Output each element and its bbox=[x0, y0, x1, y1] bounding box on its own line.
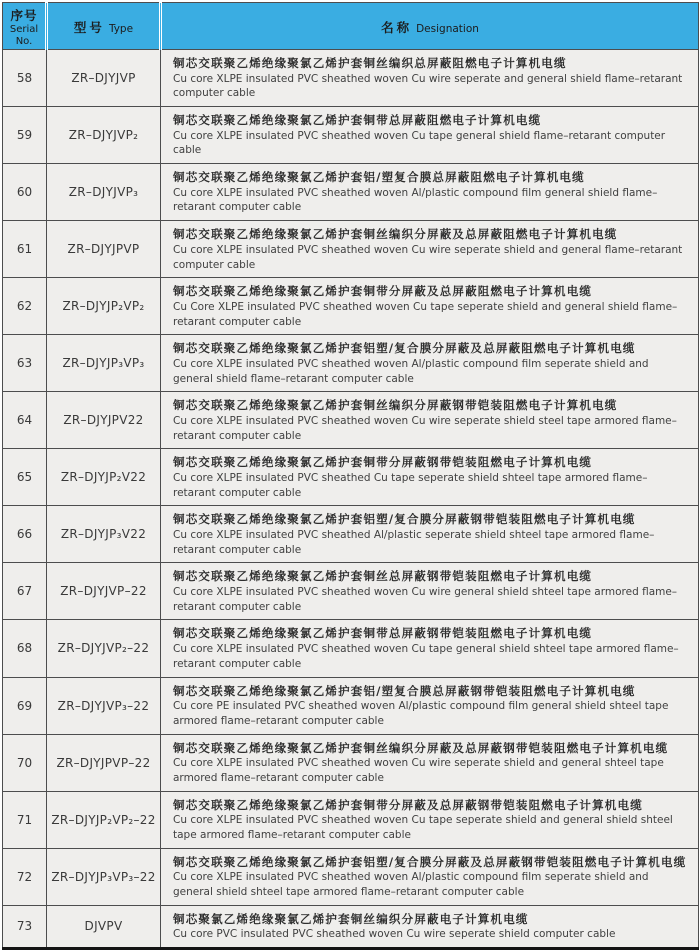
type-code-cell: ZR–DJYJVP₃–22 bbox=[47, 677, 161, 734]
designation-cn-text: 铜芯交联聚乙烯绝缘聚氯乙烯护套铜丝编织分屏蔽钢带铠装阻燃电子计算机电缆 bbox=[173, 398, 618, 413]
table-header bbox=[3, 3, 699, 50]
designation-en-text: Cu core XLPE insulated PVC sheathed woven Cu tape general shield shteel tape armored flame–retarant computer cable bbox=[173, 643, 679, 670]
type-code-cell: ZR–DJYJVP₃ bbox=[47, 164, 161, 221]
header-type bbox=[47, 3, 161, 50]
table-row bbox=[3, 791, 699, 848]
type-code-cell: ZR–DJYJVP bbox=[47, 50, 161, 107]
designation-cn-text: 铜芯交联聚乙烯绝缘聚氯乙烯护套铜丝编织分屏蔽及总屏蔽钢带铠装阻燃电子计算机电缆 bbox=[173, 740, 669, 755]
designation-en-text: Cu core XLPE insulated PVC sheathed woven Cu wire seperate and general shield flame–retarant computer cable bbox=[173, 72, 683, 100]
type-code-cell: DJVPV bbox=[47, 905, 161, 948]
designation-cn-text: 铜芯聚氯乙烯绝缘聚氯乙烯护套铜丝编织分屏蔽电子计算机电缆 bbox=[173, 911, 529, 926]
type-code-cell: ZR–DJYJPVP bbox=[47, 221, 161, 278]
header-type-en: Type bbox=[108, 22, 134, 35]
header-serial-en2: No. bbox=[15, 35, 33, 47]
type-code-cell: ZR–DJYJP₂V22 bbox=[47, 449, 161, 506]
table-body bbox=[3, 50, 699, 949]
header-designation-cn: 名称 bbox=[381, 19, 413, 35]
designation-cn-text: 铜芯交联聚乙烯绝缘聚氯乙烯护套铜带总屏蔽钢带铠装阻燃电子计算机电缆 bbox=[173, 626, 593, 641]
designation-en-text: Cu core XLPE insulated PVC sheathed woven Al/plastic compound film seperate shield and general shield flame–retarant computer cable bbox=[173, 357, 649, 385]
type-code-cell: ZR–DJYJP₃V22 bbox=[47, 506, 161, 563]
serial-cell: 59 bbox=[3, 107, 47, 164]
designation-en-text: Cu core XLPE insulated PVC sheathed woven Cu wire seperate shield and general flame–retarant computer cable bbox=[173, 243, 683, 271]
serial-cell: 64 bbox=[3, 392, 47, 449]
serial-cell: 70 bbox=[3, 734, 47, 791]
table-row bbox=[3, 449, 699, 506]
designation-en-text: Cu core XLPE insulated PVC sheathed Al/plastic seperate shield shteel tape armored flame–retarant computer cable bbox=[173, 529, 655, 556]
header-type-cn: 型号 bbox=[73, 19, 105, 35]
designation-cn-text: 铜芯交联聚乙烯绝缘聚氯乙烯护套铜带分屏蔽及总屏蔽钢带铠装阻燃电子计算机电缆 bbox=[173, 797, 643, 812]
designation-cn-text: 铜芯交联聚乙烯绝缘聚氯乙烯护套铜丝编织分屏蔽及总屏蔽阻燃电子计算机电缆 bbox=[173, 227, 618, 242]
designation-cell bbox=[161, 164, 699, 221]
designation-en-text: Cu core XLPE insulated PVC sheathed woven Cu tape seperate shield and general shield shteel tape armored flame–retarant computer cable bbox=[173, 814, 673, 841]
table-row bbox=[3, 50, 699, 107]
designation-cell bbox=[161, 335, 699, 392]
designation-cell bbox=[161, 221, 699, 278]
designation-cell bbox=[161, 791, 699, 848]
designation-cell bbox=[161, 278, 699, 335]
type-code-cell: ZR–DJYJP₂VP₂–22 bbox=[47, 791, 161, 848]
table-row bbox=[3, 905, 699, 948]
header-serial bbox=[3, 3, 47, 50]
table-row bbox=[3, 677, 699, 734]
designation-cell bbox=[161, 107, 699, 164]
designation-cn-text: 铜芯交联聚乙烯绝缘聚氯乙烯护套铝塑/复合膜分屏蔽钢带铠装阻燃电子计算机电缆 bbox=[173, 512, 636, 527]
type-code-cell: ZR–DJYJVP₂ bbox=[47, 107, 161, 164]
designation-cn-text: 铜芯交联聚乙烯绝缘聚氯乙烯护套铝/塑复合膜总屏蔽阻燃电子计算机电缆 bbox=[173, 170, 585, 185]
header-row bbox=[3, 3, 699, 50]
table-row bbox=[3, 164, 699, 221]
table-row bbox=[3, 107, 699, 164]
designation-cn-text: 铜芯交联聚乙烯绝缘聚氯乙烯护套铜带分屏蔽及总屏蔽阻燃电子计算机电缆 bbox=[173, 284, 593, 299]
serial-cell: 58 bbox=[3, 50, 47, 107]
designation-cell bbox=[161, 677, 699, 734]
designation-en-text: Cu core XLPE insulated PVC sheathed woven Al/plastic compound film general shield flame–retarant computer cable bbox=[173, 186, 658, 214]
designation-en-text: Cu core XLPE insulated PVC sheathed woven Cu wire general shield shteel tape armored flame–retarant computer cable bbox=[173, 586, 678, 613]
serial-cell: 60 bbox=[3, 164, 47, 221]
designation-en-text: Cu core PVC insulated PVC sheathed woven Cu wire seperate shield computer cable bbox=[173, 928, 616, 941]
serial-cell: 72 bbox=[3, 848, 47, 905]
designation-cell bbox=[161, 563, 699, 620]
designation-en-text: Cu core XLPE insulated PVC sheathed woven Cu wire seperate shield and general shteel tape armored flame–retarant computer cable bbox=[173, 757, 664, 784]
designation-en-text: Cu core XLPE insulated PVC sheathed Cu tape seperate shield shteel tape armored flame–retarant computer cable bbox=[173, 472, 648, 499]
serial-cell: 62 bbox=[3, 278, 47, 335]
designation-cell bbox=[161, 734, 699, 791]
table-row bbox=[3, 506, 699, 563]
designation-cell bbox=[161, 50, 699, 107]
header-serial-en1: Serial bbox=[9, 24, 39, 35]
table-row bbox=[3, 620, 699, 677]
header-serial-cn: 序号 bbox=[10, 8, 38, 23]
designation-cn-text: 铜芯交联聚乙烯绝缘聚氯乙烯护套铜带分屏蔽钢带铠装阻燃电子计算机电缆 bbox=[173, 455, 593, 470]
serial-cell: 61 bbox=[3, 221, 47, 278]
type-code-cell: ZR–DJYJP₂VP₂ bbox=[47, 278, 161, 335]
table-row bbox=[3, 221, 699, 278]
table-row bbox=[3, 335, 699, 392]
type-code-cell: ZR–DJYJVP–22 bbox=[47, 563, 161, 620]
serial-cell: 63 bbox=[3, 335, 47, 392]
designation-cell bbox=[161, 392, 699, 449]
designation-cell bbox=[161, 506, 699, 563]
designation-en-text: Cu core XLPE insulated PVC sheathed woven Cu tape general shield flame–retarant computer cable bbox=[173, 129, 666, 157]
serial-cell: 69 bbox=[3, 677, 47, 734]
designation-cn-text: 铜芯交联聚乙烯绝缘聚氯乙烯护套铜带总屏蔽阻燃电子计算机电缆 bbox=[173, 113, 542, 128]
designation-en-text: Cu core XLPE insulated PVC sheathed woven Al/plastic compound film seperate shield and general shield shteel tape armored flame–retarant computer cable bbox=[173, 871, 649, 899]
designation-en-text: Cu Core XLPE insulated PVC sheathed woven Cu tape seperate shield and general shield flame–retarant computer cable bbox=[173, 300, 678, 328]
designation-cn-text: 铜芯交联聚乙烯绝缘聚氯乙烯护套铜丝总屏蔽钢带铠装阻燃电子计算机电缆 bbox=[173, 569, 593, 584]
table-row bbox=[3, 278, 699, 335]
designation-cell bbox=[161, 449, 699, 506]
type-code-cell: ZR–DJYJPV22 bbox=[47, 392, 161, 449]
designation-cn-text: 铜芯交联聚乙烯绝缘聚氯乙烯护套铝塑/复合膜分屏蔽及总屏蔽阻燃电子计算机电缆 bbox=[173, 341, 636, 356]
serial-cell: 68 bbox=[3, 620, 47, 677]
type-code-cell: ZR–DJYJP₃VP₃ bbox=[47, 335, 161, 392]
serial-cell: 65 bbox=[3, 449, 47, 506]
cable-spec-table bbox=[2, 2, 699, 950]
designation-cn-text: 铜芯交联聚乙烯绝缘聚氯乙烯护套铝塑/复合膜分屏蔽及总屏蔽钢带铠装阻燃电子计算机电缆 bbox=[173, 854, 687, 869]
serial-cell: 71 bbox=[3, 791, 47, 848]
type-code-cell: ZR–DJYJP₃VP₃–22 bbox=[47, 848, 161, 905]
designation-cell bbox=[161, 905, 699, 948]
serial-cell: 73 bbox=[3, 905, 47, 948]
type-code-cell: ZR–DJYJPVP–22 bbox=[47, 734, 161, 791]
table-row bbox=[3, 563, 699, 620]
type-code-cell: ZR–DJYJVP₂–22 bbox=[47, 620, 161, 677]
serial-cell: 66 bbox=[3, 506, 47, 563]
designation-en-text: Cu core XLPE insulated PVC sheathed woven Cu wire seperate shield steel tape armored flame–retarant computer cable bbox=[173, 414, 677, 442]
table-row bbox=[3, 848, 699, 905]
header-designation bbox=[161, 3, 699, 50]
designation-en-text: Cu core PE insulated PVC sheathed woven Al/plastic compound film general shield shteel tape armored flame–retarant computer cable bbox=[173, 700, 669, 727]
designation-cell bbox=[161, 620, 699, 677]
serial-cell: 67 bbox=[3, 563, 47, 620]
designation-cn-text: 铜芯交联聚乙烯绝缘聚氯乙烯护套铜丝编织总屏蔽阻燃电子计算机电缆 bbox=[173, 56, 567, 70]
designation-cn-text: 铜芯交联聚乙烯绝缘聚氯乙烯护套铝/塑复合膜总屏蔽钢带铠装阻燃电子计算机电缆 bbox=[173, 683, 636, 698]
header-designation-en: Designation bbox=[416, 22, 479, 35]
table-row bbox=[3, 392, 699, 449]
table-row bbox=[3, 734, 699, 791]
designation-cell bbox=[161, 848, 699, 905]
